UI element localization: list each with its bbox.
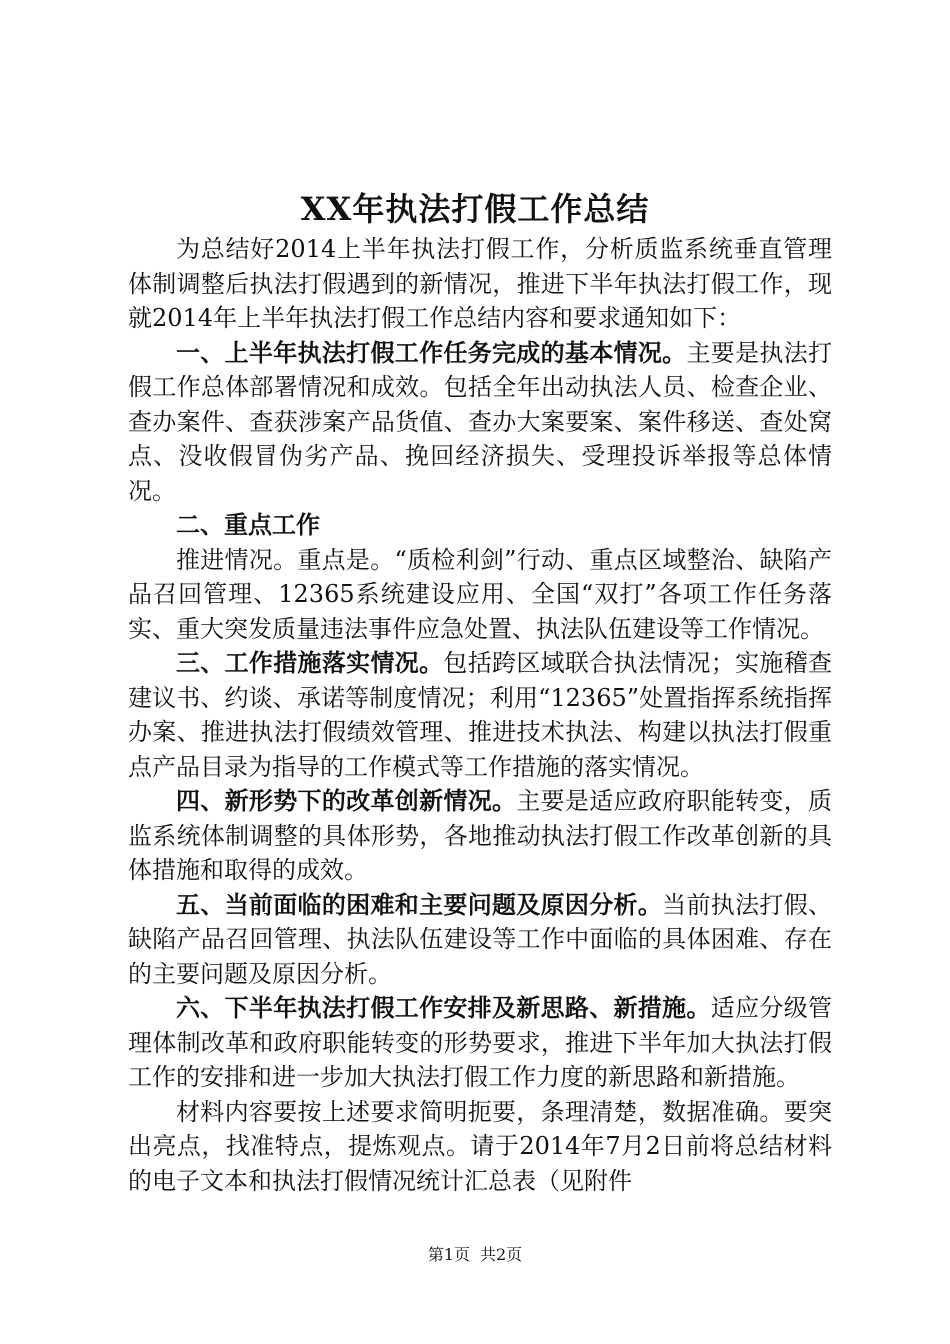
section-2-paragraph bbox=[128, 543, 832, 647]
page-number: 第1页 bbox=[427, 1245, 470, 1264]
section-5-paragraph bbox=[128, 888, 832, 992]
section-4-text: 主要是适应政府职能转变，质监系统体制调整的具体形势，各地推动执法打假工作改革创新的具体措施和取得的成效。 bbox=[128, 787, 833, 884]
section-6-paragraph bbox=[128, 991, 832, 1095]
section-5-text: 当前执法打假、缺陷产品召回管理、执法队伍建设等工作中面临的具体困难、存在的主要问题及原因分析。 bbox=[128, 890, 833, 988]
section-5-heading: 五、当前面临的困难和主要问题及原因分析。 bbox=[176, 889, 663, 919]
closing-paragraph: 材料内容要按上述要求简明扼要，条理清楚，数据准确。要突出亮点，找准特点，提炼观点。请于2014年7月2日前将总结材料的电子文本和执法打假情况统计汇总表（见附件 bbox=[128, 1097, 832, 1195]
section-3-heading: 三、工作措施落实情况。 bbox=[176, 648, 444, 677]
section-1-paragraph bbox=[128, 336, 832, 509]
section-4-paragraph bbox=[128, 784, 832, 888]
section-3-text: 包括跨区域联合执法情况；实施稽查建议书、约谈、承诺等制度情况；利用“12365”处置指挥系统指挥办案、推进执法打假绩效管理、推进技术执法、构建以执法打假重点产品目录为指导的工作模式等工作措施的落实情况。 bbox=[128, 649, 833, 781]
document-title: XX年执法打假工作总结 bbox=[300, 190, 650, 228]
page-footer bbox=[0, 1244, 950, 1266]
section-2-text: 推进情况。重点是。“质检利剑”行动、重点区域整治、缺陷产品召回管理、12365系统建设应用、全国“双打”各项工作任务落实、重大突发质量违法事件应急处置、执法队伍建设等工作情况。 bbox=[128, 545, 832, 643]
document-body bbox=[128, 232, 832, 1198]
section-4-heading: 四、新形势下的改革创新情况。 bbox=[176, 786, 517, 815]
page-total: 共2页 bbox=[480, 1245, 523, 1264]
intro-paragraph: 为总结好2014上半年执法打假工作，分析质监系统垂直管理体制调整后执法打假遇到的新情况，推进下半年执法打假工作，现就2014年上半年执法打假工作总结内容和要求通知如下： bbox=[128, 235, 832, 332]
section-2-heading: 二、重点工作 bbox=[176, 510, 320, 539]
section-1-heading: 一、上半年执法打假工作任务完成的基本情况。 bbox=[176, 337, 687, 367]
section-6-text: 适应分级管理体制改革和政府职能转变的形势要求，推进下半年加大执法打假工作的安排和进一步加大执法打假工作力度的新思路和新措施。 bbox=[128, 994, 833, 1091]
section-3-paragraph bbox=[128, 646, 832, 784]
section-6-heading: 六、下半年执法打假工作安排及新思路、新措施。 bbox=[176, 993, 711, 1022]
section-1-text: 主要是执法打假工作总体部署情况和成效。包括全年出动执法人员、检查企业、查办案件、查获涉案产品货值、查办大案要案、案件移送、查处窝点、没收假冒伪劣产品、挽回经济损失、受理投诉举报等总体情况。 bbox=[128, 338, 833, 505]
section-2-heading-paragraph bbox=[128, 508, 832, 543]
